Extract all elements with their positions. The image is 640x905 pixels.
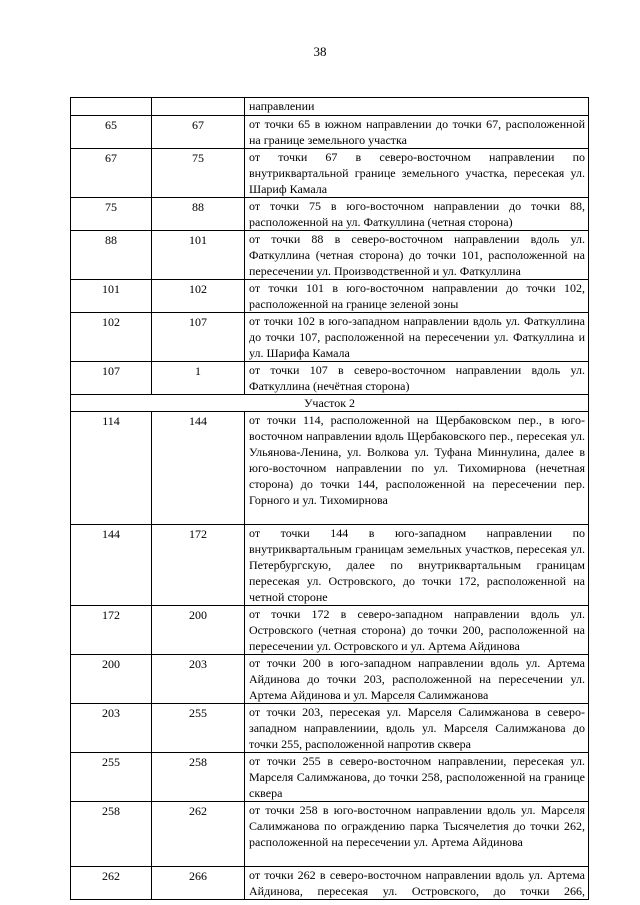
section-title: Участок 2 — [71, 395, 589, 412]
table-row — [71, 231, 589, 280]
to-point: 258 — [189, 755, 207, 769]
section-row — [71, 395, 589, 412]
table-row — [71, 655, 589, 704]
segment-description: от точки 255 в северо-восточном направлении, пересекая ул. Марселя Салимжанова, до точки 258, расположенной на границе сквера — [249, 754, 585, 800]
to-point: 107 — [189, 315, 207, 329]
boundary-table — [70, 97, 589, 900]
from-point: 114 — [102, 414, 120, 428]
segment-description: от точки 200 в юго-западном направлении вдоль ул. Артема Айдинова до точки 203, расположенной на пересечении ул. Артема Айдинова и ул. Марселя Салимжанова — [249, 656, 585, 702]
segment-description: от точки 172 в северо-западном направлении вдоль ул. Островского (четная сторона) до точки 200, расположенной на пересечении ул. Островского и ул. Артема Айдинова — [249, 607, 585, 653]
table-row — [71, 753, 589, 802]
from-point: 200 — [102, 657, 120, 671]
to-point: 266 — [189, 869, 207, 883]
segment-description: от точки 107 в северо-восточном направлении вдоль ул. Фаткуллина (нечётная сторона) — [249, 363, 585, 393]
table-row — [71, 525, 589, 606]
from-point: 102 — [102, 315, 120, 329]
to-point: 101 — [189, 233, 207, 247]
segment-description: от точки 75 в юго-восточном направлении до точки 88, расположенной на ул. Фаткуллина (четная сторона) — [249, 199, 585, 229]
to-point: 200 — [189, 608, 207, 622]
table-row — [71, 98, 589, 116]
segment-description: от точки 203, пересекая ул. Марселя Салимжанова в северо-западном направлениии, вдоль ул. Марселя Салимжанова до точки 255, расположенной напротив сквера — [249, 705, 585, 751]
to-point-cell — [152, 98, 245, 116]
from-point: 144 — [102, 527, 120, 541]
table-row — [71, 704, 589, 753]
from-point: 101 — [102, 282, 120, 296]
table-row — [71, 802, 589, 867]
from-point-cell — [71, 98, 152, 116]
to-point: 75 — [192, 151, 204, 165]
table-row — [71, 198, 589, 231]
from-point: 172 — [102, 608, 120, 622]
from-point: 203 — [102, 706, 120, 720]
segment-description: от точки 65 в южном направлении до точки 67, расположенной на границе земельного участка — [249, 117, 585, 147]
page-number: 38 — [313, 44, 327, 59]
from-point: 75 — [105, 200, 117, 214]
table-row — [71, 116, 589, 149]
table-row — [71, 362, 589, 395]
to-point: 102 — [189, 282, 207, 296]
table-row — [71, 280, 589, 313]
segment-description: от точки 67 в северо-восточном направлении по внутриквартальной границе земельного участка, пересекая ул. Шариф Камала — [249, 150, 585, 196]
from-point: 67 — [105, 151, 117, 165]
to-point: 255 — [189, 706, 207, 720]
table-row — [71, 149, 589, 198]
segment-description: от точки 114, расположенной на Щербаковском пер., в юго-восточном направлении вдоль Щербаковского пер., пересекая ул. Ульянова-Ленина, ул. Волкова ул. Туфана Миннулина, далее в юго-восточном направлении по ул. Тихомирнова (нечетная сторона) до точки 144, расположенной на пересечении пер. Горного и ул. Тихомирнова — [249, 413, 585, 507]
from-point: 258 — [102, 804, 120, 818]
from-point: 88 — [105, 233, 117, 247]
to-point: 203 — [189, 657, 207, 671]
segment-description: от точки 258 в юго-восточном направлении вдоль ул. Марселя Салимжанова по ограждению парка Тысячелетия до точки 262, расположенной на пересечении ул. Артема Айдинова — [249, 803, 585, 849]
table-row — [71, 867, 589, 900]
segment-description: от точки 102 в юго-западном направлении вдоль ул. Фаткуллина до точки 107, расположенной на пересечении ул. Фаткуллина и ул. Шарифа Камала — [249, 314, 585, 360]
table-row — [71, 412, 589, 525]
table-row — [71, 606, 589, 655]
to-point: 1 — [195, 364, 201, 378]
table-row — [71, 313, 589, 362]
from-point: 107 — [102, 364, 120, 378]
to-point: 88 — [192, 200, 204, 214]
segment-description: от точки 88 в северо-восточном направлении вдоль ул. Фаткуллина (четная сторона) до точки 101, расположенной на пересечении ул. Производственной и ул. Фаткуллина — [249, 232, 585, 278]
description-cell — [245, 98, 589, 116]
to-point: 262 — [189, 804, 207, 818]
continuation-text: направлении — [249, 99, 315, 113]
from-point: 262 — [102, 869, 120, 883]
from-point: 65 — [105, 118, 117, 132]
to-point: 144 — [189, 414, 207, 428]
to-point: 67 — [192, 118, 204, 132]
segment-description: от точки 262 в северо-восточном направлении вдоль ул. Артема Айдинова, пересекая ул. Островского, до точки 266, — [249, 868, 585, 898]
segment-description: от точки 144 в юго-западном направлении по внутриквартальным границам земельных участков, пересекая ул. Петербургскую, далее по внутриквартальным границам пересекая ул. Островского, до точки 172, расположенной на четной стороне — [249, 526, 585, 604]
to-point: 172 — [189, 527, 207, 541]
from-point: 255 — [102, 755, 120, 769]
segment-description: от точки 101 в юго-восточном направлении до точки 102, расположенной на границе зеленой зоны — [249, 281, 585, 311]
